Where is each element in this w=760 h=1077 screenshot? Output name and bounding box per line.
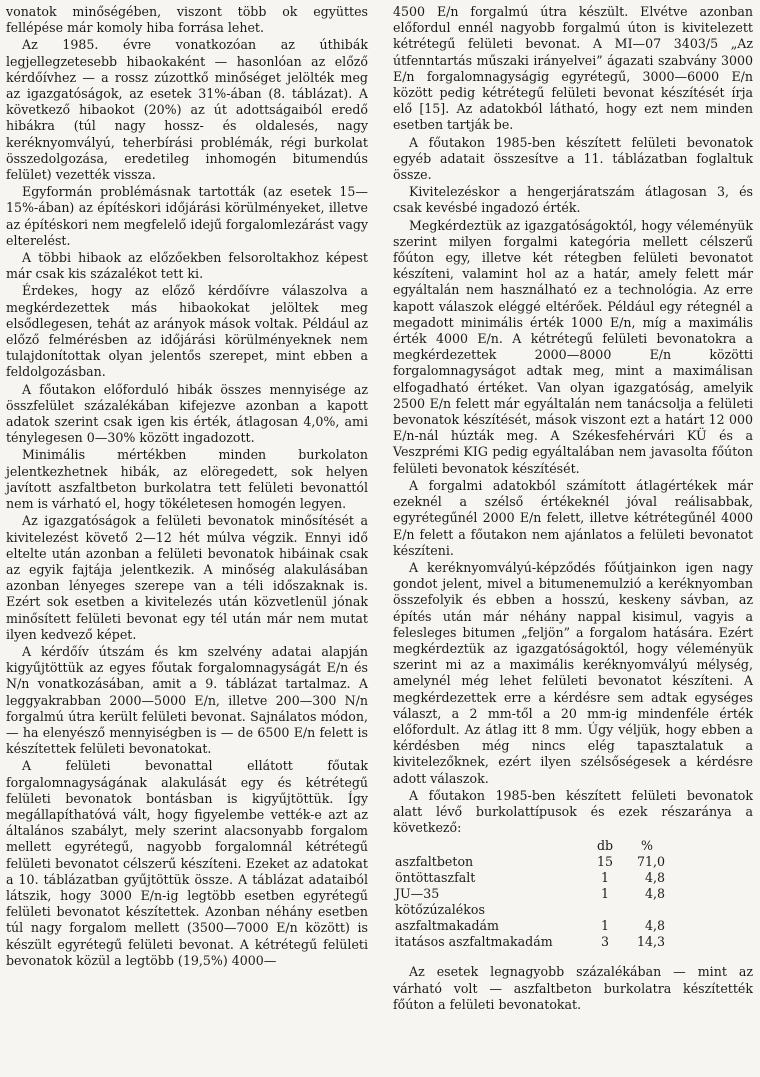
paragraph: A forgalmi adatokból számított átlagértékek már ezeknél a szélső értékeknél jóval reálisabbak, egyrétegűnél 2000 E/n felett, illetve kétrétegűnél 4000 E/n felett a főutakon nem ajánlatos a felületi bevonatot készíteni. [393, 477, 753, 558]
paragraph: A felületi bevonattal ellátott főutak forgalomnagyságának alakulását egy és kétrétegű felületi bevonatok bontásban is kigyűjtöttük. Így megállapíthatóvá vált, hogy figyelembe vették-e azt az általános szabályt, mely szerint alacsonyabb forgalom mellett egyrétegű, nagyobb forgalomnál kétrétegű felületi bevonatot célszerű készíteni. Ezeket az adatokat a 10. táblázatban gyűjtöttük össze. A táblázat adataiból látszik, hogy 3000 E/n-ig legtöbb esetben egyrétegű felületi bevonatot készítettek. Azonban néhány esetben túl nagy forgalom mellett (3500—7000 E/n között) is készült egyrétegű felületi bevonat. A kétrétegű felületi bevonatok közül a legtöbb (19,5%) 4000— [6, 758, 368, 968]
paragraph: Megkérdeztük az igazgatóságoktól, hogy véleményük szerint milyen forgalmi kategória mellett célszerű főúton egy, illetve két rétegben felületi bevonatot készíteni, valamint hol az a határ, amely felett már egyáltalán nem használható ez a technológia. Az erre kapott válaszok eléggé eltérőek. Például egy rétegnél a megadott minimális érték 1000 E/n, míg a maximális érték 4000 E/n. A kétrétegű felületi bevonatokra a megkérdezettek 2000—8000 E/n közötti forgalomnagyságot adtak meg, mint a maximálisan elfogadható értéket. Van olyan igazgatóság, amelyik 2500 E/n felett már egyáltalán nem tanácsolja a felületi bevonatok készítését, mások viszont ezt a határt 12 000 E/n-nál húzták meg. A Székesfehérvári KÜ és a Veszprémi KIG pedig egyáltalában nem javasolta főúton felületi bevonatok készítését. [393, 217, 753, 476]
table-cell-db: 1 [600, 870, 609, 886]
paragraph: vonatok minőségében, viszont több ok együttes fellépése már komoly hiba forrása lehet. [6, 4, 368, 36]
paragraph: Az igazgatóságok a felületi bevonatok minősítését a kivitelezést követő 2—12 hét múlva végzik. Ennyi idő eltelte után azonban a felületi bevonatok hibáinak csak az egyik fajtája jelentkezik. A minőség alakulásában azonban lényeges szerepe van a téli időszaknak is. Ezért sok esetben a kivitelezés után közvetlenül jónak minősített felületi bevonat egy tél után már nem mutat ilyen kedvező képet. [6, 513, 368, 642]
table-cell-percent: 14,3 [636, 934, 665, 950]
table-cell-percent: 4,8 [644, 918, 665, 934]
table-cell-name: aszfaltbeton [395, 854, 474, 870]
table-header-percent: % [641, 838, 653, 854]
table-cell-name: kötőzúzalékos aszfaltmakadám [395, 902, 499, 934]
table-cell-percent: 4,8 [644, 870, 665, 886]
table-cell-db: 1 [600, 918, 609, 934]
paragraph: 4500 E/n forgalmú útra készült. Elvétve azonban előfordul ennél nagyobb forgalmú úton is kivitelezett kétrétegű felületi bevonat. A MI—07 3403/5 „Az útfenntartás műszaki irányelvei” ágazati szabvány 3000 E/n forgalomnagyságig egyrétegű, 3000—6000 E/n között pedig kétrétegű felületi bevonat készítését írja elő [15]. Az adatokból látható, hogy ezt nem minden esetben tartják be. [393, 4, 753, 133]
paragraph: A kérdőív útszám és km szelvény adatai alapján kigyűjtöttük az egyes főutak forgalomnagyságát E/n és N/n vonatkozásában, amit a 9. táblázat tartalmaz. A leggyakrabban 2000—5000 E/n, illetve 200—300 N/n forgalmú útra került felületi bevonat. Sajnálatos módon, — ha elenyésző mennyiségben is — de 6500 E/n felett is készítettek felületi bevonatokat. [6, 643, 368, 757]
table-row [395, 886, 695, 902]
paragraph: A keréknyomvályú-képződés főútjainkon igen nagy gondot jelent, mivel a bitumenemulzió a keréknyomban összefolyik és ebben a hosszú, keskeny sávban, az építés után már néhány nappal kisimul, vagyis a felesleges bitumen „feljön” a forgalom hatására. Ezért megkérdeztük az igazgatóságoktól, hogy véleményük szerint mi az a maximális keréknyomvályú mélység, amelynél még lehet felületi bevonatot készíteni. A megkérdezettek erre a kérdésre sem adtak egységes választ, a 2 mm-től a 20 mm-ig mindenféle érték előfordult. Az átlag itt 8 mm. Úgy véljük, hogy ebben a kérdésben még nincs elég tapasztalatuk a kivitelezőknek, ezért ilyen szélsőségesek a kérdésre adott válaszok. [393, 559, 753, 786]
table-cell-percent: 71,0 [636, 854, 665, 870]
paragraph: Kivitelezéskor a hengerjáratszám átlagosan 3, és csak kevésbé ingadozó érték. [393, 184, 753, 216]
table-row [395, 934, 695, 950]
left-column [6, 4, 368, 970]
table-row [395, 870, 695, 886]
paragraph: Minimális mértékben minden burkolaton jelentkezhetnek hibák, az elöregedett, sok helyen javított aszfaltbeton burkolatra tett felületi bevonattól nem is várható el, hogy tökéletesen homogén legyen. [6, 447, 368, 512]
paragraph: Érdekes, hogy az előző kérdőívre válaszolva a megkérdezettek más hibaokokat jelöltek meg elsődlegesen, tehát az arányok mások voltak. Például az előző felmérésben az időjárási körülményeknek nem tulajdonítottak olyan jelentős szerepet, mint ebben a feldolgozásban. [6, 283, 368, 380]
paragraph: A többi hibaok az előzőekben felsoroltakhoz képest már csak kis százalékot tett ki. [6, 250, 368, 282]
right-column [393, 4, 753, 1014]
table-cell-name: itatásos aszfaltmakadám [395, 934, 553, 950]
pavement-type-table [395, 838, 695, 950]
paragraph: A főutakon előforduló hibák összes mennyisége az összfelület százalékában kifejezve azonban a kapott adatok szerint csak igen kis érték, átlagosan 4,0%, ami ténylegesen 0—30% között ingadozott. [6, 381, 368, 446]
paragraph: Az 1985. évre vonatkozóan az úthibák legjellegzetesebb hibaokaként — hasonlóan az előző kérdőívhez — a rossz zúzottkő minőséget jelölték meg az igazgatóságok, az esetek 31%-ában (8. táblázat). A következő hibaokot (20%) az út adottságaiból eredő hibákra (túl nagy hossz- és oldalesés, nagy keréknyomvályú, teherbírási problémák, régi burkolat összedolgozása, eredetileg inhomogén bitumendús felület) vezették vissza. [6, 37, 368, 183]
table-cell-name: JU—35 [395, 886, 440, 902]
table-header-row [395, 838, 695, 854]
table-cell-percent: 4,8 [644, 886, 665, 902]
paragraph: Egyformán problémásnak tartották (az esetek 15—15%-ában) az építéskori időjárási körülményeket, illetve az építéskori nem megfelelő idejű forgalomlezárást vagy elterelést. [6, 184, 368, 248]
table-cell-db: 1 [600, 886, 609, 902]
table-cell-db: 15 [596, 854, 614, 870]
table-row [395, 902, 695, 934]
paragraph: A főutakon 1985-ben készített felületi bevonatok egyéb adatait összesítve a 11. táblázatban foglaltuk össze. [393, 134, 753, 183]
closing-paragraph: Az esetek legnagyobb százalékában — mint az várható volt — aszfaltbeton burkolatra készítették főúton a felületi bevonatokat. [393, 964, 753, 1012]
paragraph: A főutakon 1985-ben készített felületi bevonatok alatt lévő burkolattípusok és ezek részaránya a következő: [393, 787, 753, 836]
table-cell-name: öntöttaszfalt [395, 870, 476, 886]
table-header-db: db [596, 838, 614, 854]
table-row [395, 854, 695, 870]
table-cell-db: 3 [600, 934, 609, 950]
